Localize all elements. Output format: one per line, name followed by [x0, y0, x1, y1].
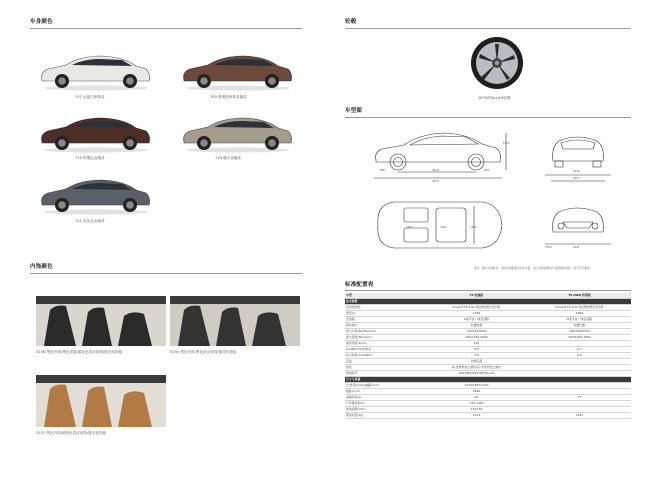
dim-interior-a: 1435 — [406, 226, 413, 229]
spec-cell: 1612 — [528, 413, 631, 419]
dim-track-rear: 1549 — [573, 170, 580, 173]
dim-interior-b: 1304 — [440, 226, 447, 229]
car-color-2-image — [178, 50, 296, 92]
spec-cell: 油箱容积(L) — [345, 395, 425, 401]
car-color-4-caption: 718 暖沙金属漆 — [215, 156, 241, 160]
spec-cell: 2646 — [425, 389, 528, 395]
wheels-title: 轮毂 — [345, 19, 357, 25]
spec-table — [345, 293, 631, 419]
spec-cell: 210 — [425, 341, 528, 347]
spec-cell: 1513 — [425, 413, 528, 419]
spec-cell: 悬挂 — [345, 365, 425, 371]
dim-width: 1857 — [573, 177, 580, 180]
dim-rear-overhang: 844 — [484, 169, 489, 172]
spec-header-cell: T5 AWD 智尊版 — [528, 293, 631, 299]
spec-cell: 180/245/5500 — [528, 329, 631, 335]
dimensions-note: 备注：图片仅供参考，实际车型配备以实车为准，本公司保留修改产品规格的权利，恕不另行通知。 — [474, 266, 593, 270]
dim-width-mirrors: 2041 — [573, 246, 580, 249]
car-color-4-image — [178, 112, 296, 154]
spec-cell: 5.8 — [425, 353, 528, 359]
spec-cell: 8速手自一体变速箱 — [425, 317, 528, 323]
spec-cell: 尺寸与重量 — [345, 377, 425, 383]
spec-cell: Drive-E T5 2.0L 4缸涡轮增压发动机 — [425, 305, 528, 311]
standard-config-divider — [345, 290, 631, 291]
spec-cell: 8速手自一体变速箱 — [528, 317, 631, 323]
interior-2-caption: 5190 黑色内饰/黑色真皮座椅/抛光铝饰板 — [170, 350, 237, 354]
dim-wheelbase: 2646 — [432, 169, 439, 172]
spec-cell: 6.7 — [528, 347, 631, 353]
spec-cell: 最大扭矩(Nm/rpm) — [345, 335, 425, 341]
dim-interior-c: 1360 — [470, 226, 477, 229]
spec-cell: 143/155 — [425, 407, 528, 413]
wheels-divider — [345, 28, 631, 29]
spec-cell: 变速箱 — [345, 317, 425, 323]
dim-track-front: 1559 — [545, 246, 552, 249]
interior-3-photo — [36, 375, 166, 427]
spec-cell: 底盘 — [345, 359, 425, 365]
spec-cell: 62 — [425, 395, 528, 401]
spec-cell: 95#/98#/E10 METALLAH — [425, 371, 528, 377]
spec-cell: 最大功率(kw/Hp/rpm) — [345, 329, 425, 335]
interior-color-title: 内饰颜色 — [30, 264, 53, 270]
car-color-1-image — [36, 50, 154, 92]
spec-cell: 整备质量(kg) — [345, 413, 425, 419]
spec-cell: 前:麦弗逊独立悬挂/后:多连杆独立悬挂 — [425, 365, 528, 371]
spec-cell: 技术参数 — [345, 299, 425, 305]
spec-cell: 发动机类型 — [345, 305, 425, 311]
car-color-3-image — [36, 112, 154, 154]
spec-cell: 燃油标号 — [345, 371, 425, 377]
wheel-image — [470, 36, 524, 90]
car-color-3-caption: 712 玫瑰色金属漆 — [75, 156, 105, 160]
spec-cell: 驱动模式 — [345, 323, 425, 329]
dim-height: 1470 — [503, 142, 510, 145]
interior-2-photo — [170, 296, 300, 346]
interior-3-caption: 5107 黑色内饰/琥珀色真皮座椅/抛光铝饰板 — [36, 431, 107, 435]
dimensions-title: 车型图 — [345, 108, 363, 114]
interior-1-caption: 510N 黑色内饰/黑色顶篷/碳灰色真皮座椅/抛光铝饰板 — [36, 350, 123, 354]
spec-cell: 前置前驱 — [425, 323, 528, 329]
spec-cell: 4370/1857/1470 — [425, 383, 528, 389]
interior-1-photo — [36, 296, 166, 346]
spec-cell: 长/宽/高(mm)/轴距(mm) — [345, 383, 425, 389]
spec-cell: 行李箱容积(L) — [345, 401, 425, 407]
spec-cell: 前置四驱 — [528, 323, 631, 329]
car-color-2-caption: 700 黑褐色珍珠金属漆 — [210, 95, 247, 99]
spec-cell: Drive-E T5 2.0L 4缸涡轮增压发动机 — [528, 305, 631, 311]
spec-cell: 动感底盘 — [425, 359, 528, 365]
car-color-5-image — [36, 174, 154, 216]
body-color-divider — [30, 28, 302, 29]
body-color-title: 车身颜色 — [30, 19, 53, 25]
spec-cell: 1969 — [425, 311, 528, 317]
spec-cell: 6.6 — [528, 353, 631, 359]
dim-length: 4370 — [432, 180, 439, 183]
dim-front-overhang: 880 — [380, 169, 385, 172]
spec-cell: 57 — [528, 395, 631, 401]
wheel-caption: 18"METALLAH轮毂 — [478, 96, 511, 100]
car-color-1-caption: 707 水晶白珍珠漆 — [75, 95, 105, 99]
spec-row — [345, 413, 631, 419]
spec-cell: 112/152/5000 — [425, 329, 528, 335]
spec-cell: 8.5 — [425, 347, 528, 353]
spec-cell: 最高速度(km/h) — [345, 341, 425, 347]
car-color-5-caption: 721 钛灰色金属漆 — [75, 219, 105, 223]
spec-cell: 排量(L) — [345, 311, 425, 317]
top-view-drawing — [370, 196, 510, 254]
interior-color-divider — [30, 273, 302, 274]
dimensions-divider — [345, 117, 631, 118]
spec-cell: 1969 — [528, 311, 631, 317]
standard-config-title: 标准配置表 — [345, 282, 374, 288]
spec-cell: 335-1445 — [425, 401, 528, 407]
spec-cell: 离地间隙(mm) — [345, 407, 425, 413]
spec-header-cell: T5 智逸版 — [425, 293, 528, 299]
spec-header-cell: 车型 — [345, 293, 425, 299]
spec-cell: 轴距(mm) — [345, 389, 425, 395]
spec-cell: 250/1700-4000 — [425, 335, 528, 341]
side-view-drawing — [370, 122, 510, 190]
spec-cell: 综合油耗(L/100km) — [345, 353, 425, 359]
spec-cell: 350/1500-4800 — [528, 335, 631, 341]
spec-cell: 0-100km/h加速(s) — [345, 347, 425, 353]
